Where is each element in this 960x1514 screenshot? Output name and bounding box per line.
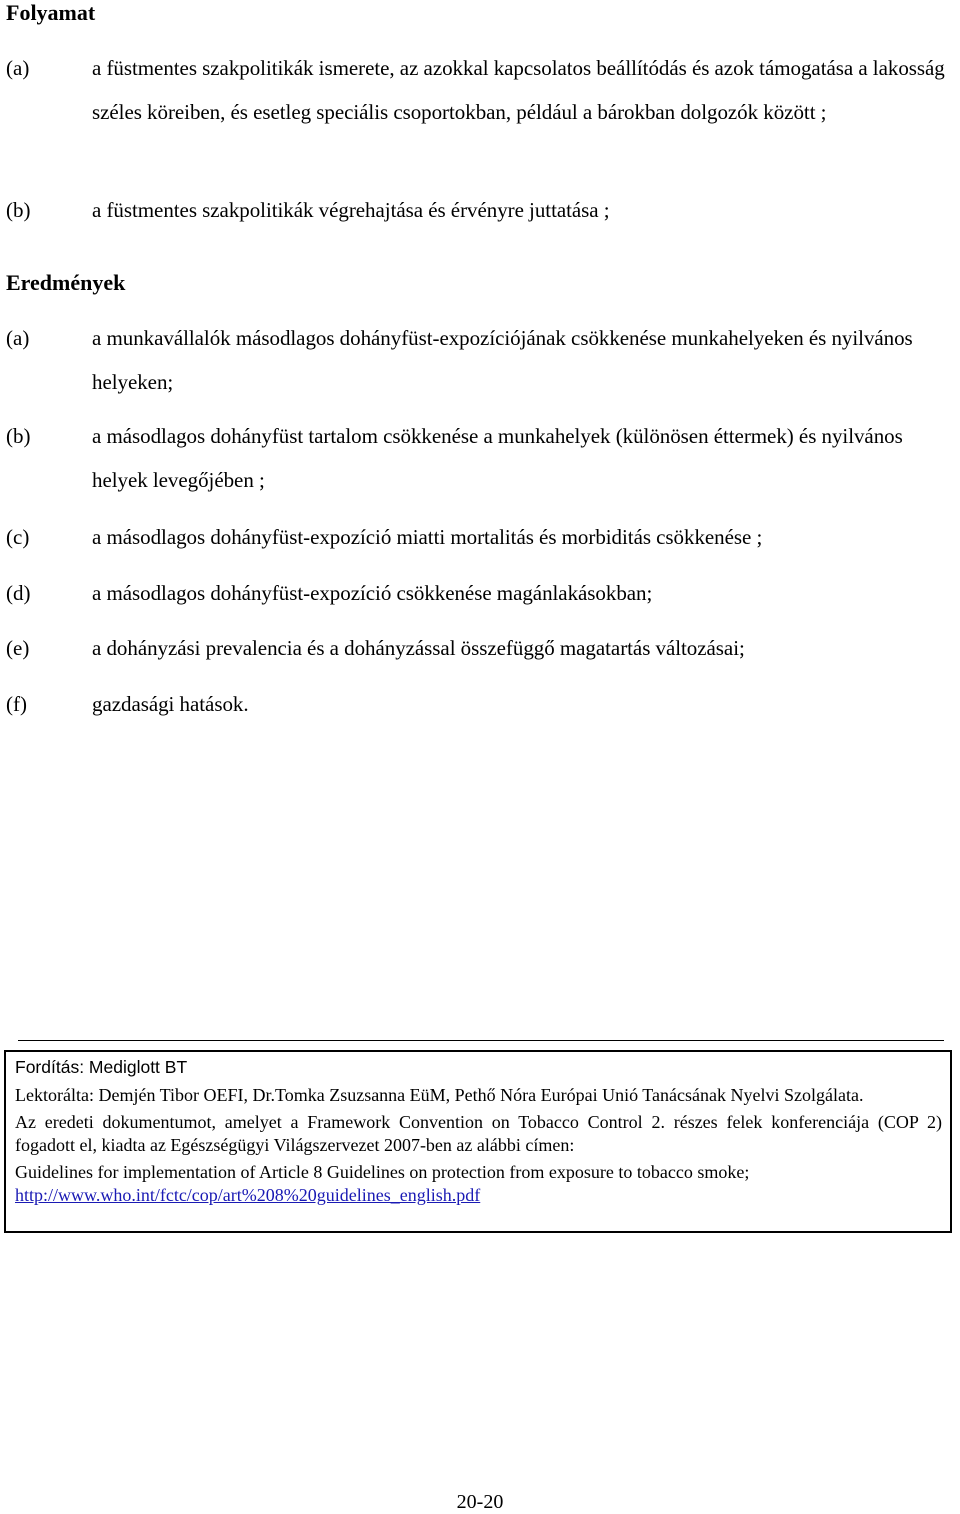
- footnote-box: [4, 1050, 952, 1233]
- list-item-text: a másodlagos dohányfüst tartalom csökkenése a munkahelyek (különösen éttermek) és nyilvános helyek levegőjében ;: [92, 424, 903, 492]
- section-heading-eredmenyek: Eredmények: [6, 270, 126, 295]
- footnote-reviewers: Lektorálta: Demjén Tibor OEFI, Dr.Tomka Zsuzsanna EüM, Pethő Nóra Európai Unió Tanácsának Nyelvi Szolgálata.: [15, 1085, 864, 1105]
- list-marker: (b): [6, 424, 31, 448]
- page-number: 20-20: [456, 1491, 504, 1513]
- list-item-text: a füstmentes szakpolitikák végrehajtása és érvényre juttatása ;: [92, 198, 610, 222]
- footnote-separator: [18, 1040, 944, 1041]
- section-heading-folyamat: Folyamat: [6, 0, 96, 25]
- list-marker: (b): [6, 198, 31, 222]
- list-item-text: a munkavállalók másodlagos dohányfüst-expozíciójának csökkenése munkahelyeken és nyilvános helyeken;: [92, 326, 913, 394]
- footnote-guidelines: Guidelines for implementation of Article 8 Guidelines on protection from exposure to tobacco smoke;: [15, 1162, 750, 1182]
- footnote-source: Az eredeti dokumentumot, amelyet a Framework Convention on Tobacco Control 2. részes felek konferenciája (COP 2) fogadott el, kiadta az Egészségügyi Világszervezet 2007-ben az alábbi címen:: [15, 1112, 942, 1155]
- list-item-text: a másodlagos dohányfüst-expozíció csökkenése magánlakásokban;: [92, 581, 653, 605]
- list-marker: (a): [6, 326, 30, 350]
- list-marker: (e): [6, 636, 30, 660]
- list-marker: (c): [6, 525, 30, 549]
- guidelines-link[interactable]: http://www.who.int/fctc/cop/art%208%20guidelines_english.pdf: [15, 1185, 481, 1205]
- list-item-text: gazdasági hatások.: [92, 692, 249, 716]
- list-marker: (a): [6, 56, 30, 80]
- list-marker: (d): [6, 581, 31, 605]
- list-item-text: a másodlagos dohányfüst-expozíció miatti mortalitás és morbiditás csökkenése ;: [92, 525, 763, 549]
- list-marker: (f): [6, 692, 27, 716]
- footnote-translation: Fordítás: Mediglott BT: [15, 1057, 188, 1077]
- list-item-text: a dohányzási prevalencia és a dohányzással összefüggő magatartás változásai;: [92, 636, 745, 660]
- list-item-text: a füstmentes szakpolitikák ismerete, az azokkal kapcsolatos beállítódás és azok támogatása a lakosság széles köreiben, és esetleg speciális csoportokban, például a bárokban dolgozók között ;: [92, 56, 945, 124]
